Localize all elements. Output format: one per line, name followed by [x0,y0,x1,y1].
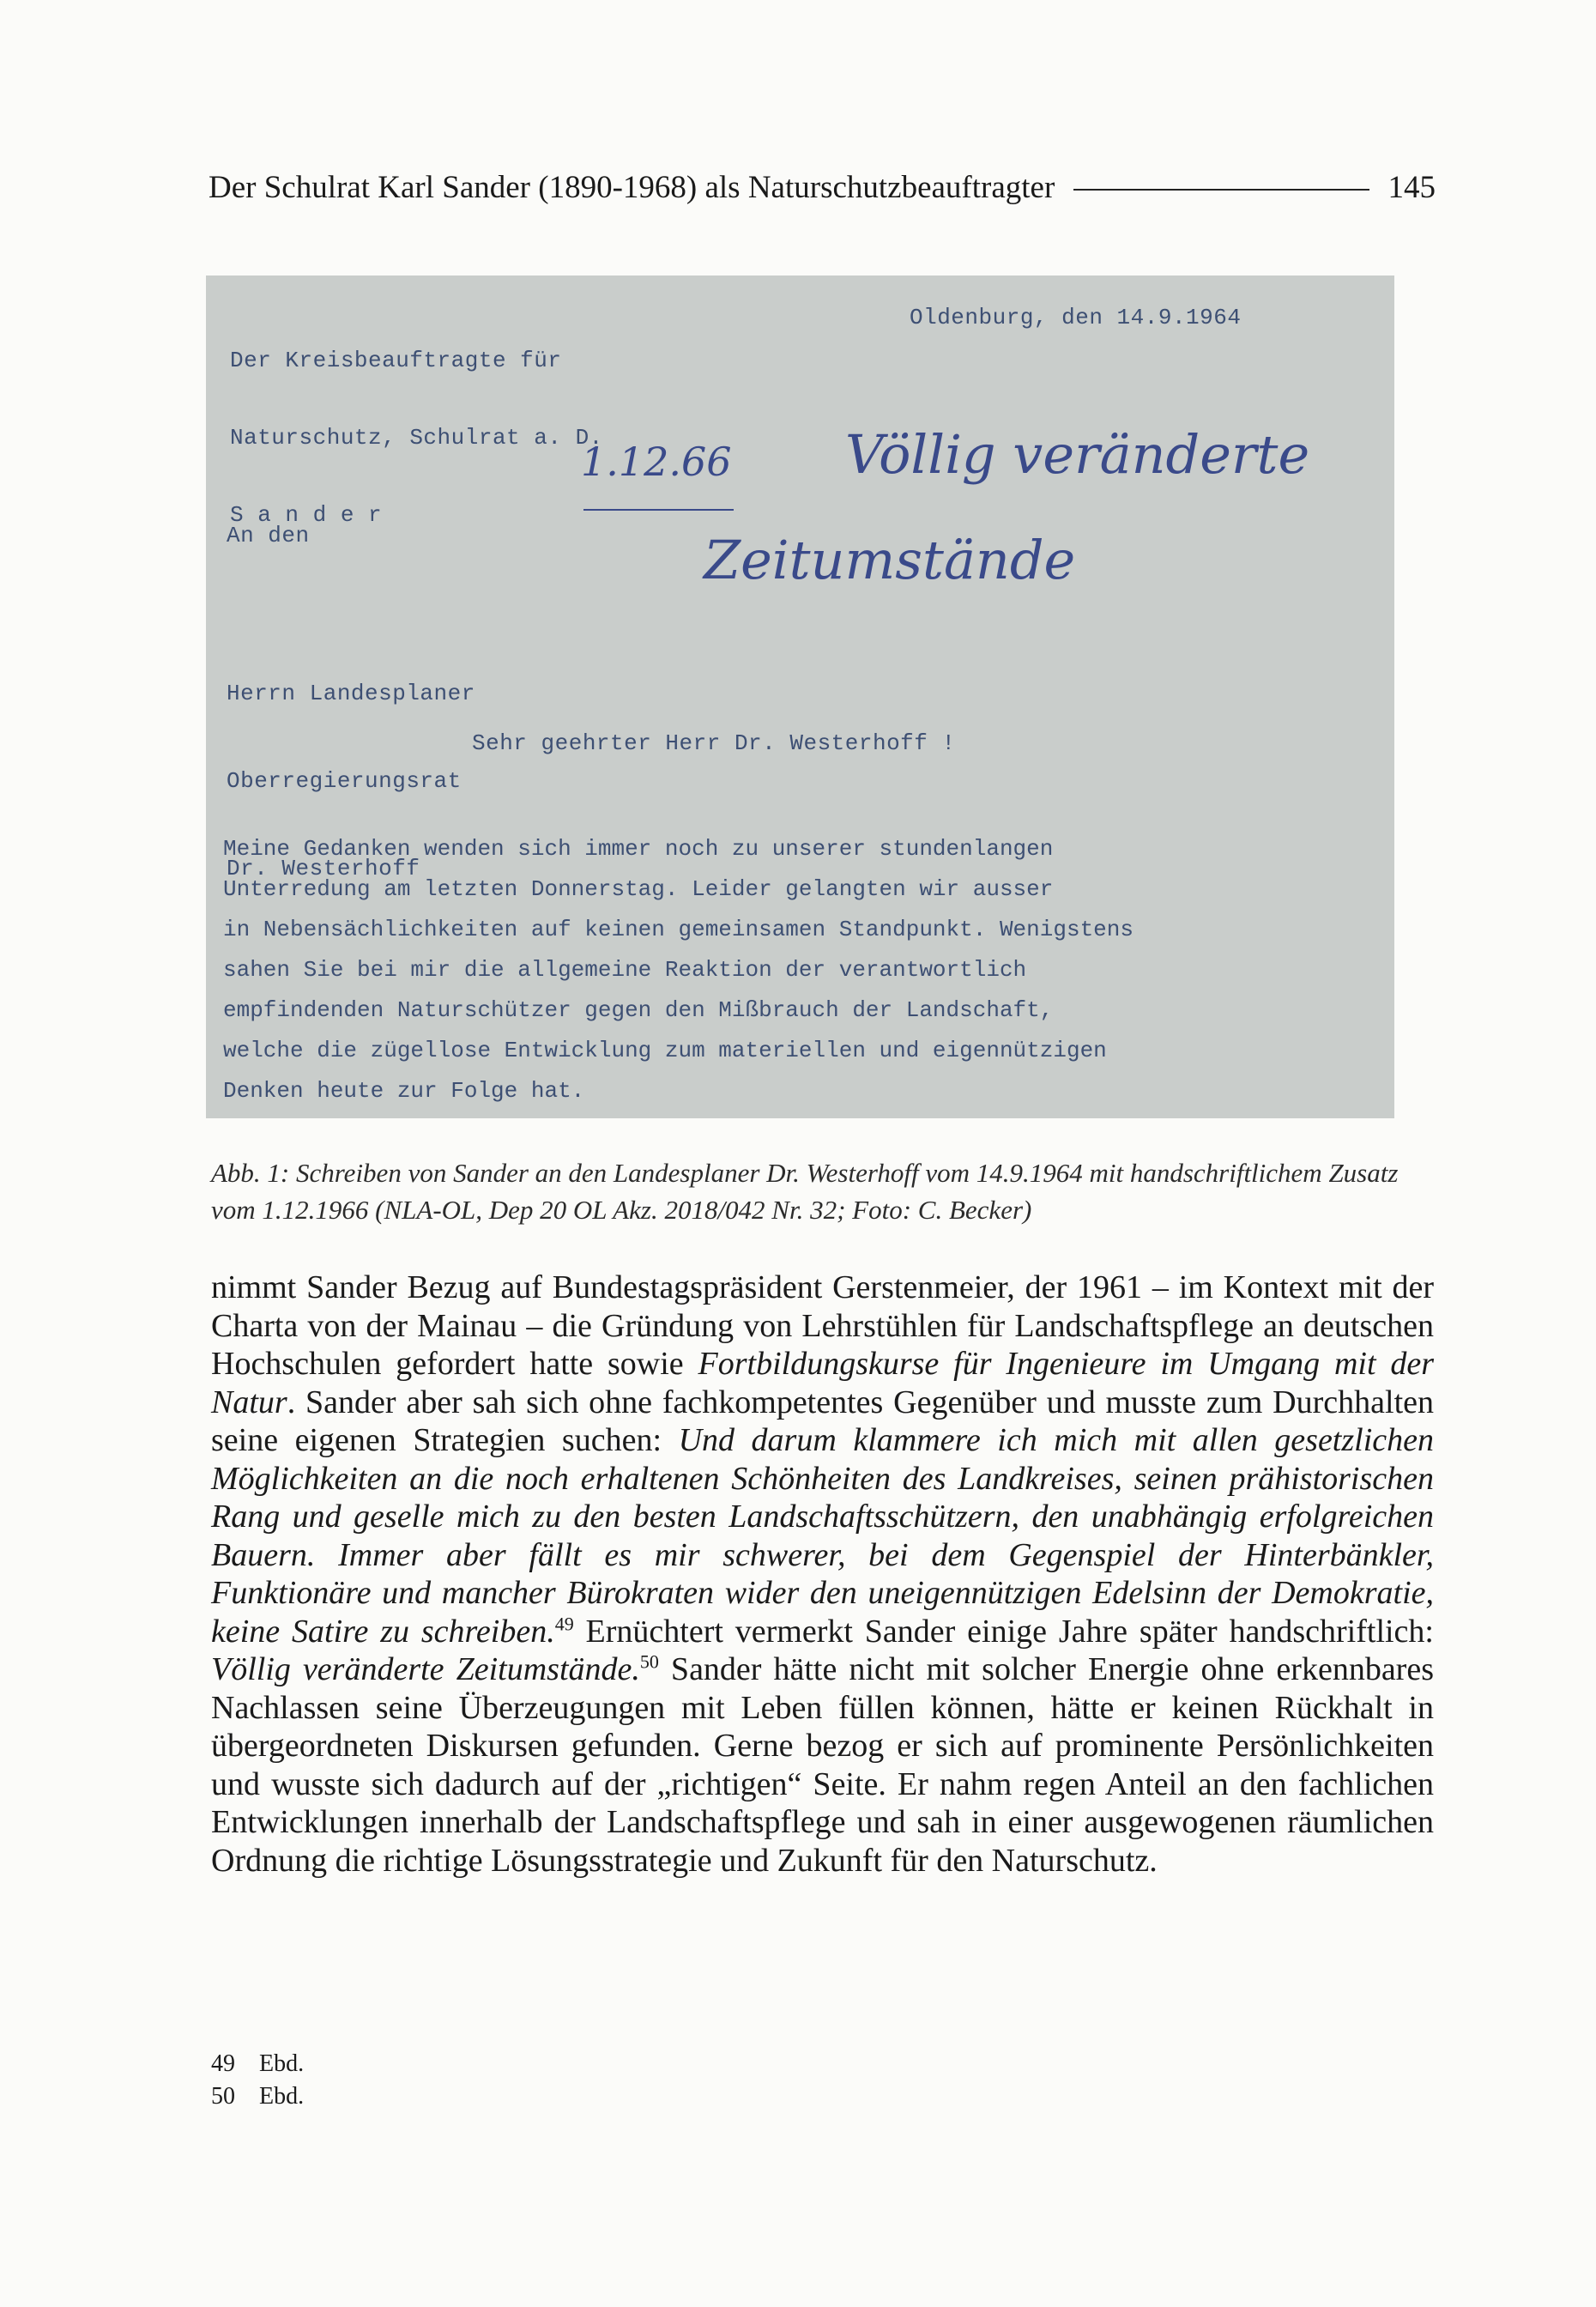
text-run: Sander hätte nicht mit solcher Energie ohne erkennbares Nachlassen seine Überzeugungen mit Leben füllen können, hätte er keinen Rückhalt in übergeordneten Diskursen gefunden. Gerne bezog er sich auf prominente Persönlichkeiten und wusste sich dadurch auf der „richtigen“ Seite. Er nahm regen Anteil an den fachlichen Entwicklungen innerhalb der Landschaftspflege und sah in einer ausgewogenen räumlichen Ordnung die richtige Lösungsstrategie und Zukunft für den Naturschutz. [211,1651,1434,1879]
sender-line: Naturschutz, Schulrat a. D. [230,425,603,451]
recipient-line: Herrn Landesplaner [227,681,475,706]
letter-line: Unterredung am letzten Donnerstag. Leider gelangten wir ausser [223,876,1054,902]
footnote-text: Ebd. [259,2050,305,2077]
italic-quote: Fortbildungskurse für Ingenieure im Umgang mit der Natur [211,1346,1434,1420]
handwritten-note-line1: Völlig veränderte [845,423,1310,486]
footnote [211,2048,726,2080]
salutation: Sehr geehrter Herr Dr. Westerhoff ! [472,730,956,756]
handwritten-note-line2: Zeitumstände [704,529,1076,591]
handwritten-date: 1.12.66 [581,439,732,485]
letter-line: in Nebensächlichkeiten auf keinen gemeinsamen Standpunkt. Wenigstens [223,917,1134,942]
recipient-line: Dr. Westerhoff [227,856,420,881]
letter-line: Denken heute zur Folge hat. [223,1078,585,1104]
body-paragraph [211,1269,1434,1880]
footnote-ref[interactable]: 49 [554,1612,574,1634]
letter-line: empfindenden Naturschützer gegen den Mißbrauch der Landschaft, [223,997,1054,1023]
letter-line: Meine Gedanken wenden sich immer noch zu unserer stundenlangen [223,836,1054,862]
letter-line: welche die zügellose Entwicklung zum materiellen und eigennützigen [223,1038,1107,1063]
running-title: Der Schulrat Karl Sander (1890-1968) als Naturschutzbeauftragter [209,169,1055,205]
footnotes [211,2048,726,2113]
recipient-line: An den [227,523,310,548]
footnote-text: Ebd. [259,2083,305,2110]
footnote-ref[interactable]: 50 [639,1650,659,1673]
footnote-number: 49 [211,2050,235,2077]
sender-line: Der Kreisbeauftragte für [230,348,562,373]
text-run: . Sander aber sah sich ohne fachkompetentes Gegenüber und musste zum Durchhalten seine eigenen Strategien suchen: [211,1384,1434,1458]
recipient-line: Oberregierungsrat [227,768,462,794]
sender-line: S a n d e r [230,502,383,528]
letter-line: sahen Sie bei mir die allgemeine Reaktion der verantwortlich [223,957,1027,983]
italic-quote: Völlig veränderte Zeitumstände. [211,1651,640,1687]
letter-photo [206,276,1394,1118]
body-text [211,1269,1434,1880]
place-date: Oldenburg, den 14.9.1964 [910,305,1242,330]
letter-body [223,829,1134,1111]
footnote-number: 50 [211,2083,235,2110]
figure-caption: Abb. 1: Schreiben von Sander an den Landesplaner Dr. Westerhoff vom 14.9.1964 mit handschriftlichem Zusatz vom 1.12.1966 (NLA-OL, Dep 20 OL Akz. 2018/042 Nr. 32; Foto: C. Becker) [211,1158,1399,1225]
footnote [211,2080,726,2113]
text-run: nimmt Sander Bezug auf Bundestagspräsident Gerstenmeier, der 1961 – im Kontext mit der Charta von der Mainau – die Gründung von Lehrstühlen für Landschaftspflege an deutschen Hochschulen gefordert hatte sowie [211,1269,1434,1382]
header-rule [1073,189,1369,191]
running-header [209,166,1436,209]
italic-quote: Und darum klammere ich mich mit allen gesetzlichen Möglichkeiten an die noch erhaltenen Schönheiten des Landkreises, seinen prähistorischen Rang und geselle mich zu den besten Landschaftsschützern, den unabhängig erfolgreichen Bauern. Immer aber fällt es mir schwerer, bei dem Gegenspiel der Hinterbänkler, Funktionäre und mancher Bürokraten wider den uneigennützigen Edelsinn der Demokratie, keine Satire zu schreiben. [211,1422,1435,1650]
page-number: 145 [1387,169,1436,205]
handwritten-underline [583,509,734,511]
text-run: Ernüchtert vermerkt Sander einige Jahre später handschriftlich: [573,1613,1434,1650]
